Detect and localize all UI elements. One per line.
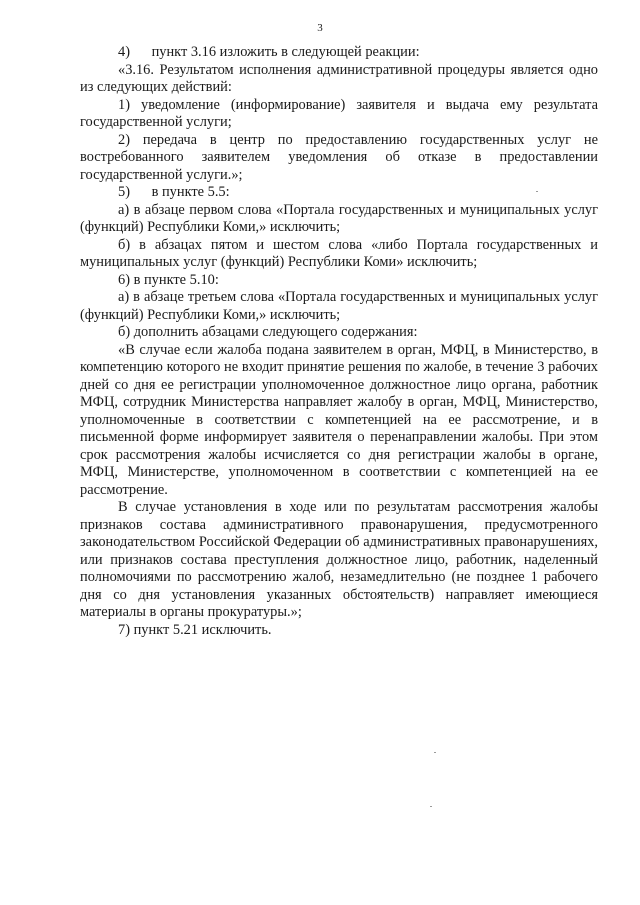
scan-speck — [536, 191, 538, 192]
paragraph-item-6-b: б) дополнить абзацами следующего содержания: — [118, 324, 418, 340]
paragraph-item-6: 6) в пункте 5.10: — [118, 271, 219, 288]
paragraph-item-6-a: а) в абзаце третьем слова «Портала государственных и муниципальных услуг (функций) Республики Коми,» исключить; — [80, 289, 598, 323]
document-body — [80, 44, 598, 639]
paragraph-item-5-b: б) в абзацах пятом и шестом слова «либо Портала государственных и муниципальных услуг (функций) Республики Коми» исключить; — [80, 236, 598, 270]
scan-speck — [434, 752, 436, 753]
paragraph-subitem-2: 2) передача в центр по предоставлению государственных услуг не востребованного заявителем уведомления об отказе в предоставлении государственной услуги.»; — [80, 131, 598, 183]
paragraph-complaint-violation: В случае установления в ходе или по результатам рассмотрения жалобы признаков состава административного правонарушения, предусмотренного законодательством Российской Федерации об административных правонарушениях, или признаков состава преступления должностное лицо, работник, наделенный полномочиями по рассмотрению жалоб, незамедлительно (не позднее 1 рабочего дня со дня установления указанных обстоятельств) направляет имеющиеся материалы в органы прокуратуры.»; — [80, 499, 598, 620]
paragraph-item-4: 4) пункт 3.16 изложить в следующей реакции: — [118, 44, 420, 60]
paragraph-item-5-a: а) в абзаце первом слова «Портала государственных и муниципальных услуг (функций) Республики Коми,» исключить; — [80, 201, 598, 235]
paragraph-complaint-redirect: «В случае если жалоба подана заявителем в орган, МФЦ, в Министерство, в компетенцию которого не входит принятие решения по жалобе, в течение 3 рабочих дней со дня ее регистрации уполномоченное должностное лицо органа, работник МФЦ, сотрудник Министерства направляет жалобу в орган, МФЦ, Министерство, уполномоченные в соответствии с компетенцией на ее рассмотрение, и в письменной форме информирует заявителя о перенаправлении жалобы. При этом срок рассмотрения жалобы исчисляется со дня регистрации жалобы в органе, МФЦ, Министерстве, уполномоченном в соответствии с компетенцией на ее рассмотрение. — [80, 341, 598, 498]
paragraph-subitem-1: 1) уведомление (информирование) заявителя и выдача ему результата государственной услуги; — [80, 96, 598, 130]
paragraph-item-5: 5) в пункте 5.5: — [118, 184, 230, 200]
paragraph-clause-3-16: «3.16. Результатом исполнения административной процедуры является одно из следующих действий: — [80, 61, 598, 95]
page-number: 3 — [317, 22, 323, 34]
scan-speck — [430, 806, 432, 807]
paragraph-item-7: 7) пункт 5.21 исключить. — [118, 621, 272, 638]
